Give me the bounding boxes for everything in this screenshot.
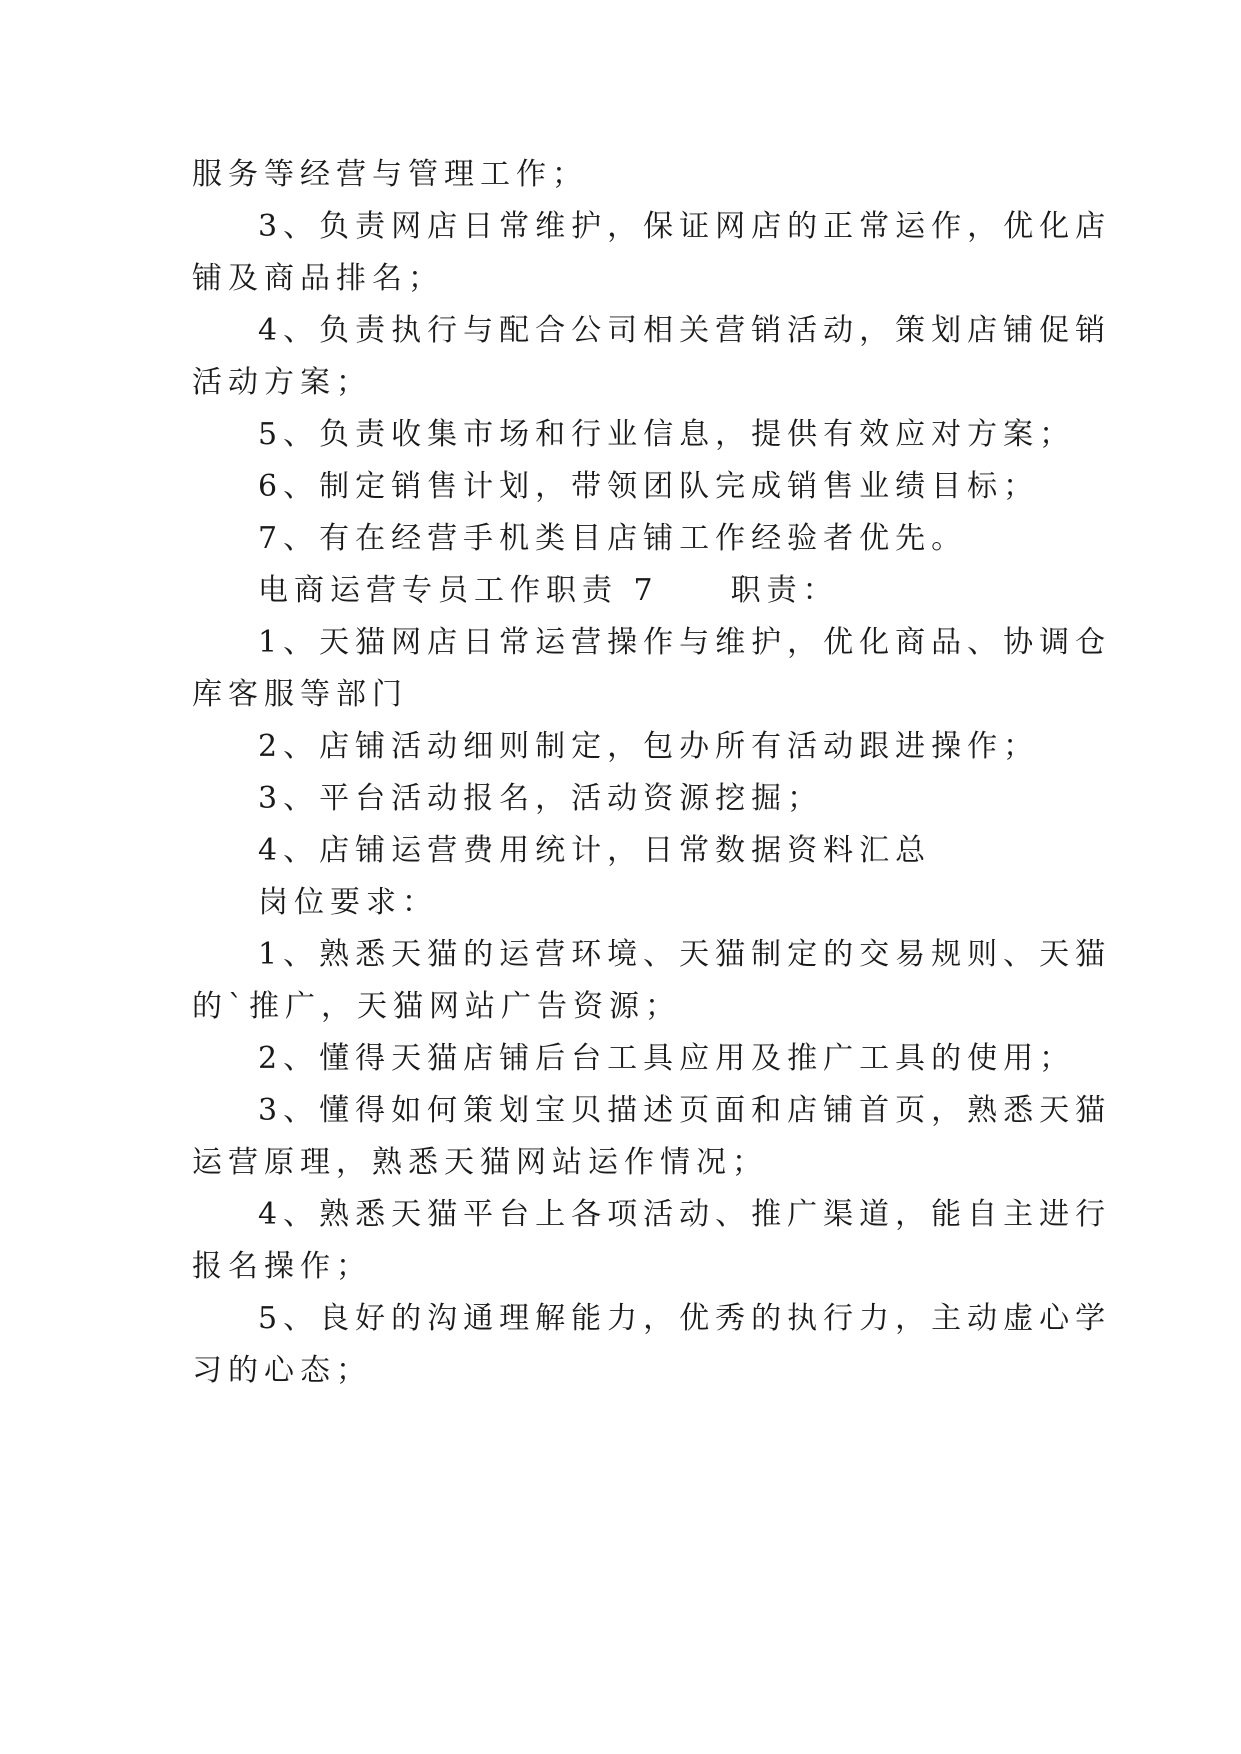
text-line: 3、懂得如何策划宝贝描述页面和店铺首页，熟悉天猫 (258, 1093, 1112, 1128)
text-line: 4、店铺运营费用统计，日常数据资料汇总 (258, 833, 932, 868)
text-line: 运营原理，熟悉天猫网站运作情况； (192, 1145, 768, 1180)
text-line: 铺及商品排名； (192, 261, 444, 296)
text-line: 3、平台活动报名，活动资源挖掘； (258, 781, 824, 816)
text-line: 4、负责执行与配合公司相关营销活动，策划店铺促销 (258, 313, 1112, 348)
section-heading: 电商运营专员工作职责 7 职责： (258, 573, 839, 608)
text-line: 2、懂得天猫店铺后台工具应用及推广工具的使用； (258, 1041, 1076, 1076)
text-line: 6、制定销售计划，带领团队完成销售业绩目标； (258, 469, 1040, 504)
text-line: 5、良好的沟通理解能力，优秀的执行力，主动虚心学 (258, 1301, 1112, 1336)
text-line: 库客服等部门 (192, 677, 408, 712)
text-line: 的`推广，天猫网站广告资源； (192, 989, 681, 1024)
text-line: 习的心态； (192, 1353, 372, 1388)
text-line: 3、负责网店日常维护，保证网店的正常运作，优化店 (258, 209, 1112, 244)
section-heading: 岗位要求： (258, 885, 438, 920)
text-line: 5、负责收集市场和行业信息，提供有效应对方案； (258, 417, 1076, 452)
text-line: 服务等经营与管理工作； (192, 157, 588, 192)
text-line: 1、熟悉天猫的运营环境、天猫制定的交易规则、天猫 (258, 937, 1112, 972)
text-line: 报名操作； (192, 1249, 372, 1284)
text-line: 2、店铺活动细则制定，包办所有活动跟进操作； (258, 729, 1040, 764)
text-line: 活动方案； (192, 365, 372, 400)
text-line: 4、熟悉天猫平台上各项活动、推广渠道，能自主进行 (258, 1197, 1112, 1232)
text-line: 1、天猫网店日常运营操作与维护，优化商品、协调仓 (258, 625, 1112, 660)
text-line: 7、有在经营手机类目店铺工作经验者优先。 (258, 521, 968, 556)
